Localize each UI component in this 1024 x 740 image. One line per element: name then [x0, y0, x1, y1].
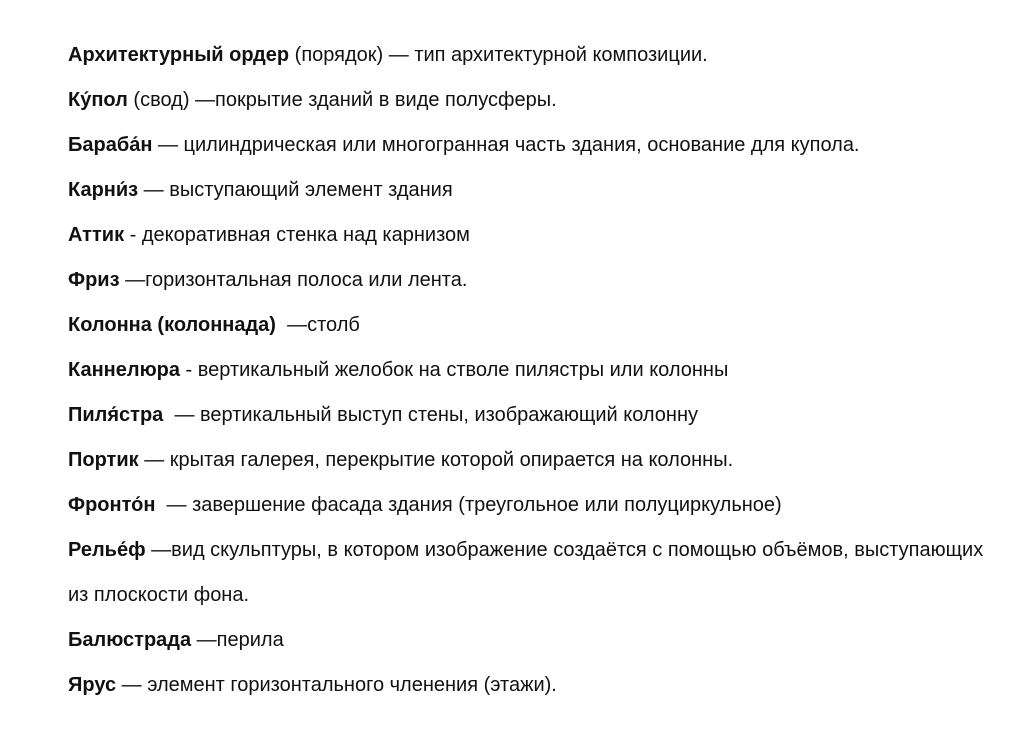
entry-definition: — вертикальный выступ стены, изображающий колонну — [174, 404, 699, 426]
entry-term: Карни́з — [68, 179, 139, 201]
entry-term: Балюстрада — [68, 629, 192, 651]
entry-term: Аттик — [68, 224, 125, 246]
entry-definition: — цилиндрическая или многогранная часть здания, основание для купола. — [157, 134, 860, 156]
entry-definition: — выступающий элемент здания — [143, 179, 453, 201]
glossary-entry-cornice — [68, 168, 998, 213]
entry-definition: —перила — [196, 629, 284, 651]
entry-term: Каннелюра — [68, 359, 180, 381]
entry-term: Ярус — [68, 674, 117, 696]
entry-term: Бараба́н — [68, 134, 153, 156]
entry-definition: —вид скульптуры, в котором изображение создаётся с помощью объёмов, выступающих из плоскости фона. — [68, 539, 984, 606]
entry-term: Релье́ф — [68, 539, 146, 561]
glossary-entry-balustrade — [68, 618, 998, 663]
entry-definition: — завершение фасада здания (треугольное или полуциркульное) — [166, 494, 782, 516]
glossary-entry-dome — [68, 78, 998, 123]
glossary-entry-order — [68, 33, 998, 78]
glossary-list — [68, 33, 998, 708]
glossary-entry-portico — [68, 438, 998, 483]
entry-definition: —горизонтальная полоса или лента. — [125, 269, 468, 291]
entry-definition: - вертикальный желобок на стволе пилястры или колонны — [185, 359, 729, 381]
entry-term: Фронто́н — [68, 494, 156, 516]
glossary-entry-frieze — [68, 258, 998, 303]
entry-definition: - декоративная стенка над карнизом — [129, 224, 470, 246]
entry-definition: — крытая галерея, перекрытие которой опирается на колонны. — [144, 449, 734, 471]
entry-term: Ку́пол — [68, 89, 128, 111]
entry-term: Колонна (колоннада) — [68, 314, 276, 336]
glossary-entry-tier — [68, 663, 998, 708]
glossary-entry-pediment — [68, 483, 998, 528]
entry-definition: (свод) —покрытие зданий в виде полусферы. — [133, 89, 557, 111]
glossary-entry-flute — [68, 348, 998, 393]
entry-definition: —столб — [287, 314, 360, 336]
entry-definition: (порядок) — тип архитектурной композиции. — [294, 44, 708, 66]
glossary-entry-attic — [68, 213, 998, 258]
entry-term: Архитектурный ордер — [68, 44, 290, 66]
entry-term: Пиля́стра — [68, 404, 164, 426]
entry-term: Фриз — [68, 269, 120, 291]
entry-term: Портик — [68, 449, 139, 471]
glossary-entry-pilaster — [68, 393, 998, 438]
glossary-entry-column — [68, 303, 998, 348]
entry-definition: — элемент горизонтального членения (этажи). — [121, 674, 557, 696]
glossary-entry-relief — [68, 528, 998, 618]
glossary-entry-drum — [68, 123, 998, 168]
